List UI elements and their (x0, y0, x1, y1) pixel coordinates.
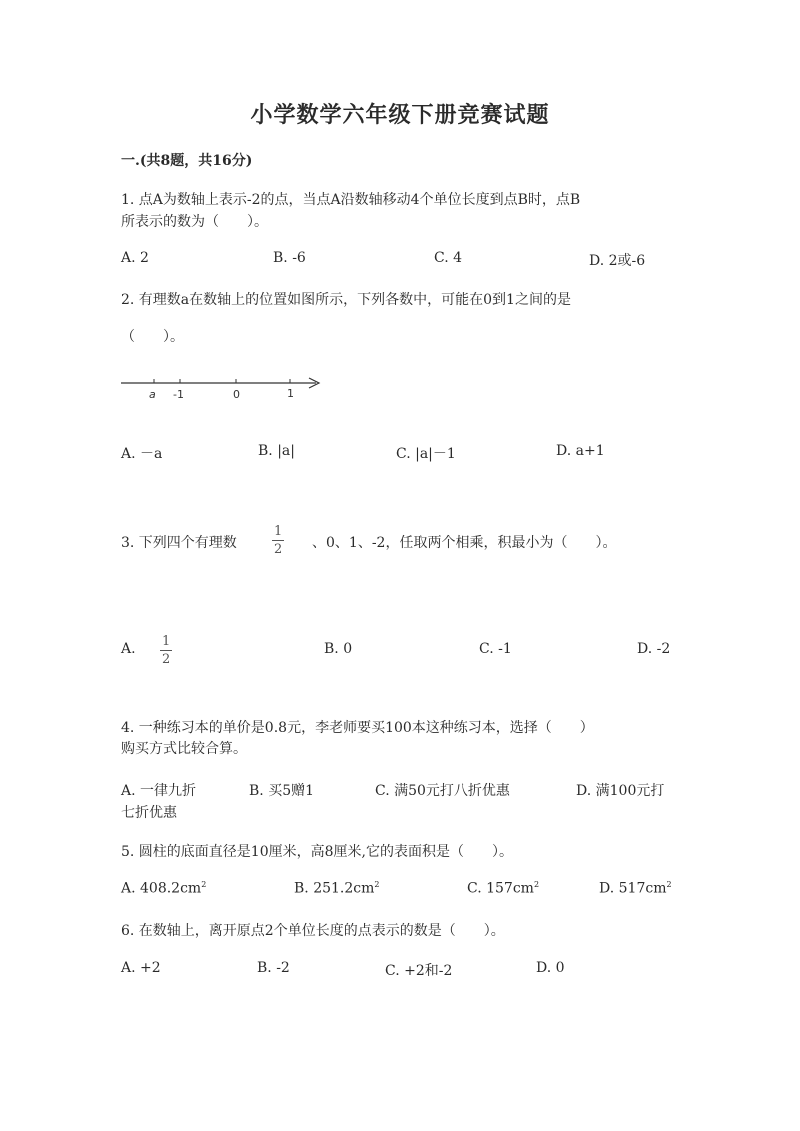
fraction-numerator: 1 (162, 634, 171, 649)
section-heading: 一.(共8题，共16分) (121, 153, 253, 169)
q3-option-a-label: A. (121, 641, 136, 657)
fraction-denominator: 2 (274, 542, 283, 557)
q3-option-d: D. -2 (637, 641, 671, 657)
label-0: 0 (233, 388, 240, 401)
q5-option-b (294, 880, 379, 897)
q5-option-d-text: D. 517cm (599, 880, 667, 897)
label-1: 1 (287, 387, 294, 400)
question-2-line-1: 2. 有理数a在数轴上的位置如图所示，下列各数中，可能在0到1之间的是 (121, 292, 571, 308)
q4-option-d-continued: 七折优惠 (121, 805, 177, 821)
q1-option-a: A. 2 (121, 250, 149, 266)
label-a: a (149, 388, 156, 401)
fraction-numerator: 1 (274, 524, 283, 539)
q1-option-c: C. 4 (434, 250, 463, 266)
q5-option-a (121, 880, 206, 897)
number-line-figure (118, 370, 328, 406)
q2-option-d: D. a+1 (556, 443, 605, 459)
q4-option-a: A. 一律九折 (121, 783, 197, 799)
q5-option-a-sup: 2 (201, 880, 207, 889)
q5-option-c-sup: 2 (533, 880, 540, 889)
question-1-line-2: 所表示的数为（ ）。 (121, 214, 268, 230)
q1-option-b: B. -6 (273, 250, 306, 266)
fraction-bar (272, 540, 284, 541)
q6-option-a: A. +2 (121, 960, 161, 976)
question-4-line-1: 4. 一种练习本的单价是0.8元，李老师要买100本这种练习本，选择（ ） (121, 720, 594, 736)
q5-option-b-sup: 2 (374, 880, 380, 889)
question-5-line-1: 5. 圆柱的底面直径是10厘米，高8厘米,它的表面积是（ ）。 (121, 844, 513, 860)
q4-option-d: D. 满100元打 (576, 783, 665, 799)
q3-option-a-fraction (160, 635, 172, 666)
question-6-line-1: 6. 在数轴上，离开原点2个单位长度的点表示的数是（ ）。 (121, 923, 505, 939)
q6-option-b: B. -2 (257, 960, 290, 976)
question-4-line-2: 购买方式比较合算。 (121, 741, 247, 757)
q3-option-b: B. 0 (324, 641, 353, 657)
question-1-line-1: 1. 点A为数轴上表示-2的点，当点A沿数轴移动4个单位长度到点B时，点B (121, 192, 581, 208)
q5-option-d (599, 880, 672, 897)
q5-option-a-text: A. 408.2cm (121, 880, 202, 897)
q5-option-b-text: B. 251.2cm (294, 880, 375, 897)
q6-option-d: D. 0 (536, 960, 565, 976)
q6-option-c: C. +2和-2 (385, 963, 453, 979)
question-3-prefix: 3. 下列四个有理数 (121, 535, 237, 551)
q4-option-b: B. 买5赠1 (249, 783, 315, 799)
fraction-denominator: 2 (162, 652, 171, 667)
question-2-line-2: （ ）。 (121, 329, 184, 345)
q3-option-c: C. -1 (479, 641, 512, 657)
question-3-suffix: 、0、1、-2，任取两个相乘，积最小为（ ）。 (312, 535, 617, 551)
q2-option-c: C. |a|－1 (396, 446, 456, 462)
q2-option-b: B. |a| (258, 443, 295, 459)
label-minus-1: -1 (173, 388, 184, 401)
fraction-bar (160, 650, 172, 651)
q4-option-c: C. 满50元打八折优惠 (375, 783, 510, 799)
q5-option-c-text: C. 157cm (467, 880, 534, 897)
fraction-one-half (272, 525, 284, 556)
q2-option-a: A. －a (121, 446, 163, 462)
q1-option-d: D. 2或-6 (589, 253, 646, 269)
q5-option-c (467, 880, 539, 897)
page-title: 小学数学六年级下册竞赛试题 (250, 102, 550, 128)
q5-option-d-sup: 2 (666, 880, 672, 889)
